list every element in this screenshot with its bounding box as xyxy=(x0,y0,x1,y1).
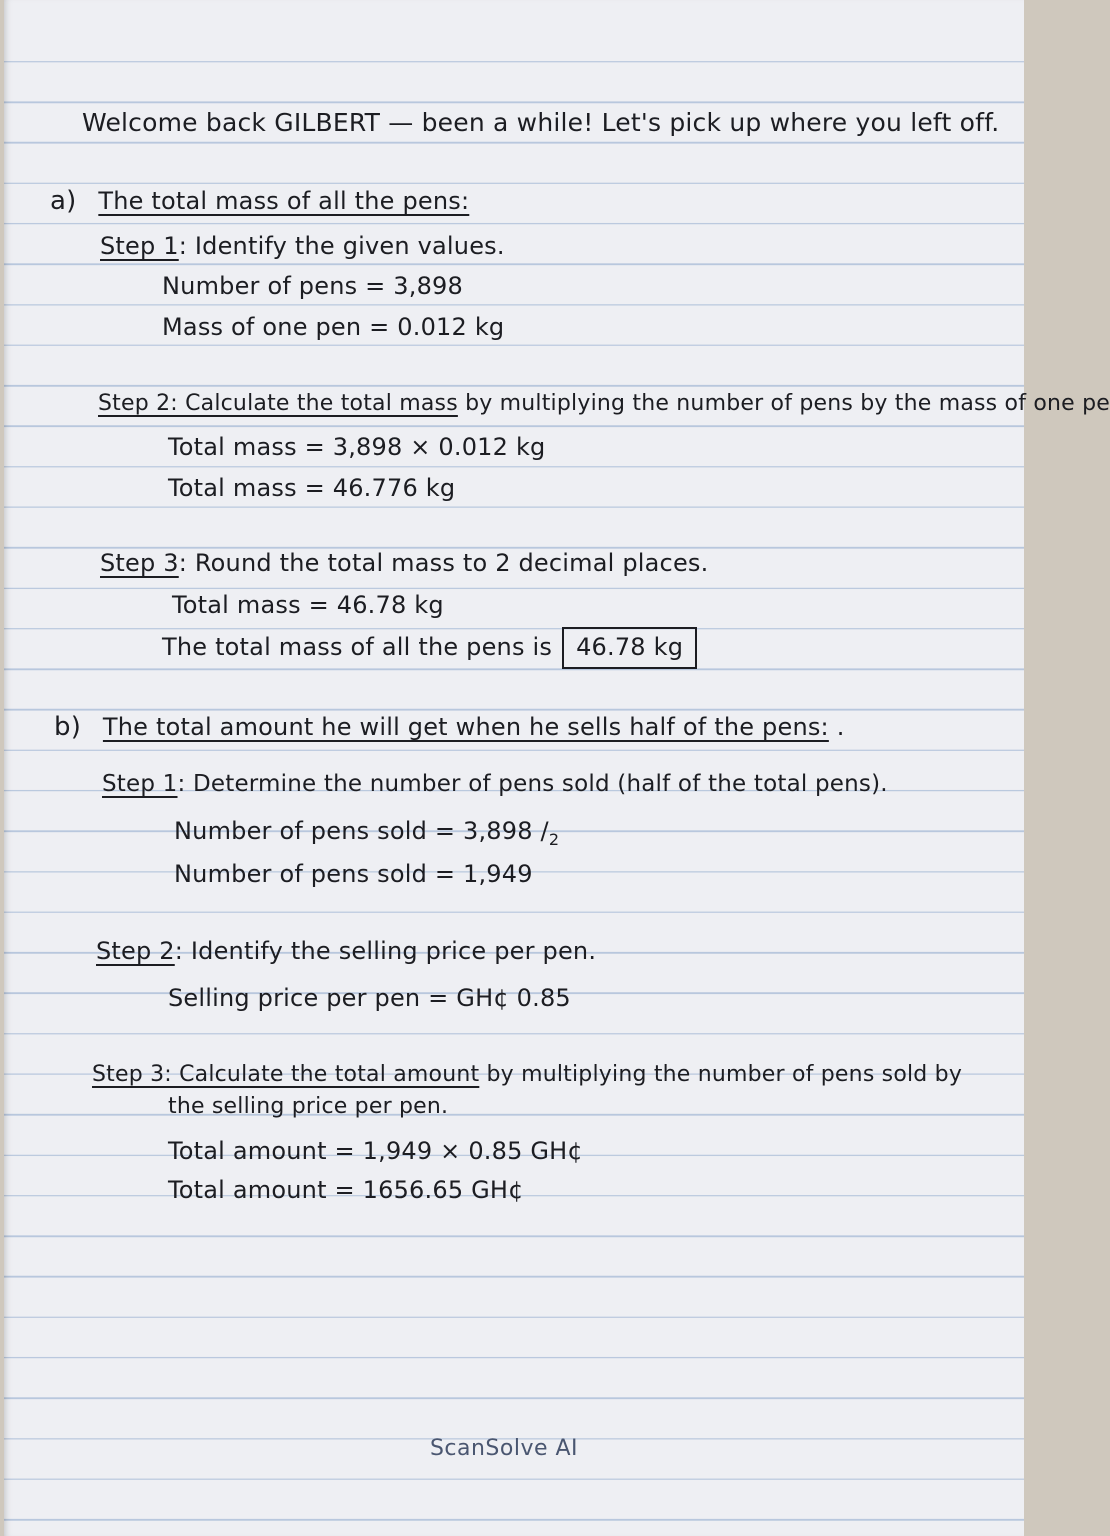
part-b-step1-line1-sub: 2 xyxy=(548,830,560,849)
part-a-step1 xyxy=(100,232,505,260)
part-b-heading xyxy=(54,712,845,742)
part-a-step3-line1: Total mass = 46.78 kg xyxy=(172,591,444,619)
part-a-step2-line1: Total mass = 3,898 × 0.012 kg xyxy=(168,433,546,461)
part-b-step3-label: Step 3: Calculate the total amount xyxy=(92,1062,480,1087)
notebook-page xyxy=(4,0,1110,1536)
part-b-step3-text2: the selling price per pen. xyxy=(168,1094,449,1119)
part-b-step1-text: : Determine the number of pens sold (half of the total pens). xyxy=(177,771,888,797)
part-b-step2-line1: Selling price per pen = GH¢ 0.85 xyxy=(168,984,571,1012)
part-b-step3-line2: Total amount = 1656.65 GH¢ xyxy=(168,1176,524,1204)
part-b-step2 xyxy=(96,937,596,965)
part-a-step2 xyxy=(98,391,1110,416)
part-b-title-suffix: . xyxy=(828,713,845,741)
part-b-title: The total amount he will get when he sells half of the pens: xyxy=(102,713,829,741)
part-b-step2-label: Step 2 xyxy=(96,937,175,965)
part-b-step1 xyxy=(102,771,888,797)
part-b-step3 xyxy=(92,1062,962,1087)
part-a-heading xyxy=(50,186,469,216)
part-a-title: The total mass of all the pens: xyxy=(98,187,470,215)
part-a-step1-text: : Identify the given values. xyxy=(178,232,505,260)
part-a-answer-box: 46.78 kg xyxy=(562,627,697,669)
part-a-step2-line2: Total mass = 46.776 kg xyxy=(168,474,456,502)
part-a-step1-line2: Mass of one pen = 0.012 kg xyxy=(162,313,505,341)
part-a-answer-line xyxy=(162,627,697,669)
part-b-step1-line1 xyxy=(174,817,559,849)
part-b-label: b) xyxy=(54,712,82,742)
part-b-step2-text: : Identify the selling price per pen. xyxy=(174,937,597,965)
part-a-step3-label: Step 3 xyxy=(100,549,179,577)
part-a-step2-text: by multiplying the number of pens by the mass of one pe xyxy=(457,391,1110,416)
brand-footer: ScanSolve AI xyxy=(429,1436,579,1461)
part-b-step1-line1-main: Number of pens sold = 3,898 / xyxy=(174,817,549,845)
part-a-step1-line1: Number of pens = 3,898 xyxy=(162,272,463,300)
part-b-step1-line2: Number of pens sold = 1,949 xyxy=(174,860,533,888)
greeting: Welcome back GILBERT — been a while! Let's pick up where you left off. xyxy=(82,108,1000,137)
part-a-step2-label: Step 2: Calculate the total mass xyxy=(98,391,458,416)
part-a-step3-text: : Round the total mass to 2 decimal places. xyxy=(178,549,709,577)
part-a-step1-label: Step 1 xyxy=(100,232,179,260)
part-a-step3 xyxy=(100,549,708,577)
part-b-step3-line1: Total amount = 1,949 × 0.85 GH¢ xyxy=(168,1137,583,1165)
part-a-label: a) xyxy=(50,186,77,216)
part-a-answer-prefix: The total mass of all the pens is xyxy=(162,633,553,661)
part-b-step1-label: Step 1 xyxy=(102,771,178,797)
part-b-step3-text: by multiplying the number of pens sold by xyxy=(479,1062,963,1087)
